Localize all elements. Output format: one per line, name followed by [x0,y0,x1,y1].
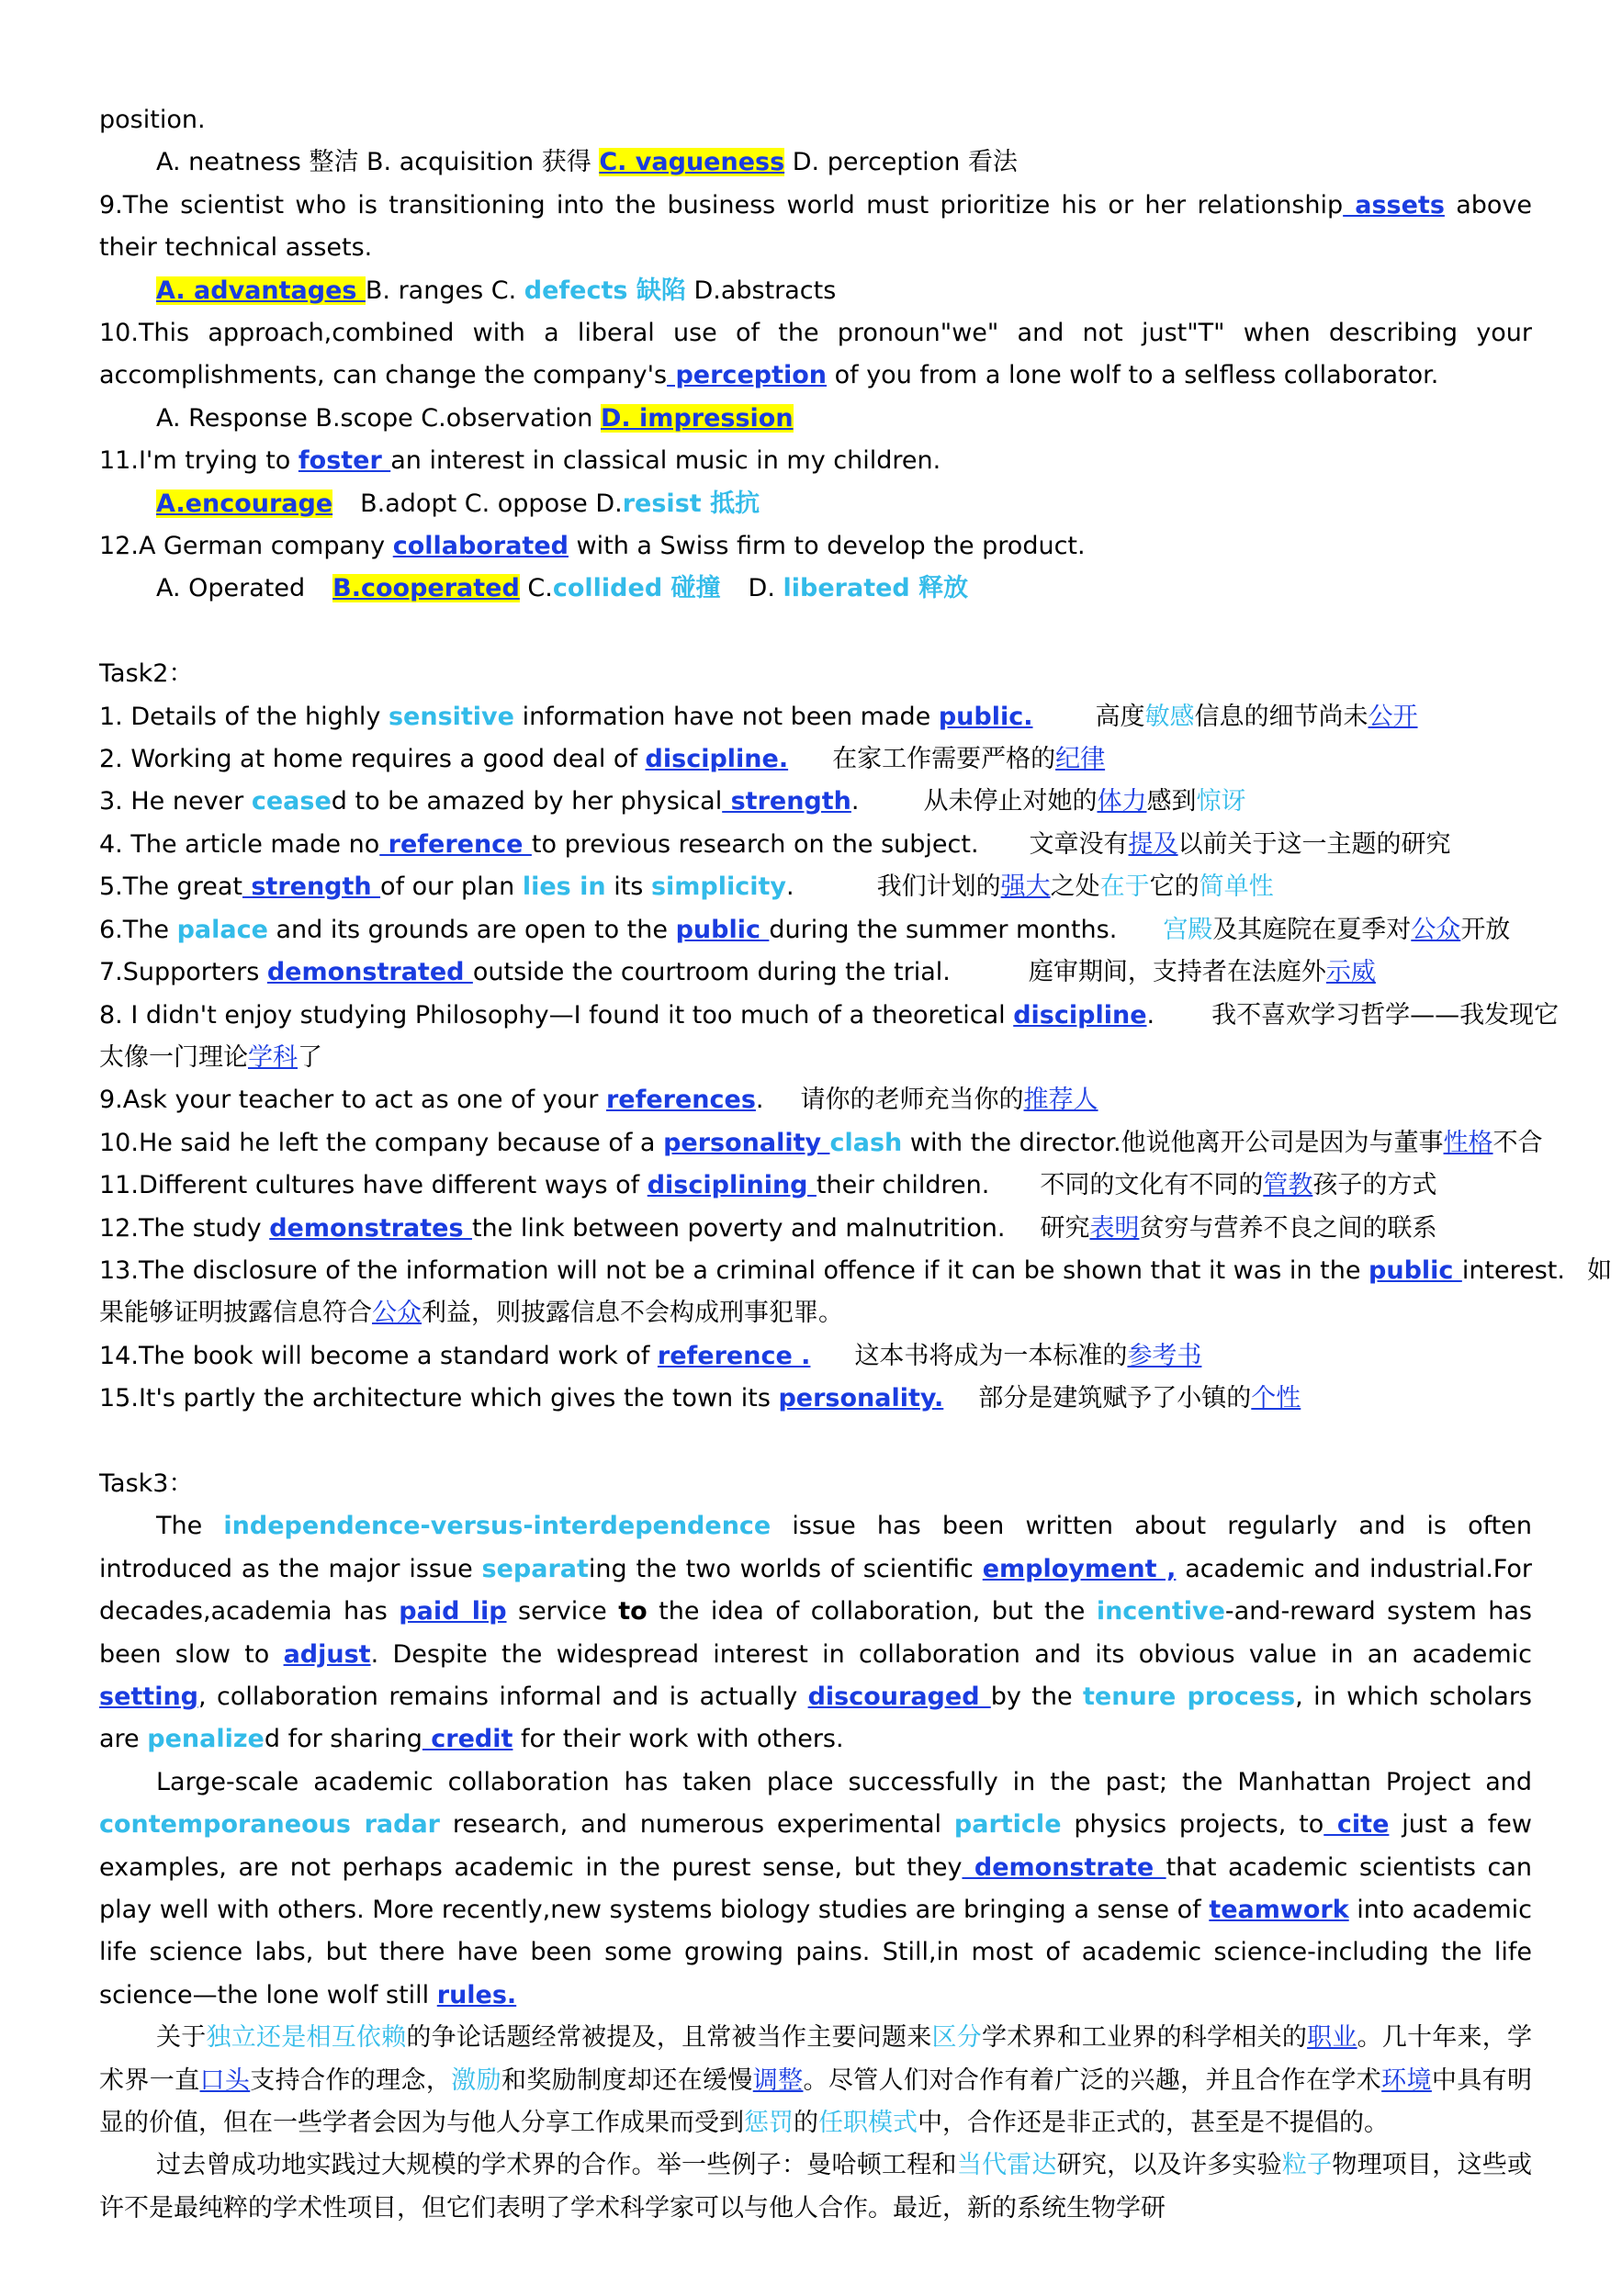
cyan-word: palace [176,915,268,944]
text: 关于 [156,2023,207,2053]
text: 高度 [1095,702,1145,731]
keyword: 调整 [752,2065,804,2095]
cyan-word: contemporaneous radar [99,1810,440,1840]
keyword: foster [298,446,391,476]
text: 11.I'm trying to [99,446,298,476]
text: information have not been made [513,702,939,731]
text: A. Response B.scope C.observation [156,403,601,433]
task2-sentence-4 [99,824,1532,866]
cyan-word: 惩罚 [744,2109,794,2138]
keyword: discouraged [807,1683,991,1711]
keyword: cite [1324,1810,1390,1840]
option-line [99,398,1532,440]
text: 我们计划的 [876,872,1001,902]
text: 庭审期间，支持者在法庭外 [1028,958,1326,987]
text: position. [99,106,206,134]
keyword: disciplining [647,1171,817,1200]
cyan-word: resist 抵抗 [622,489,760,518]
cyan-word: lies in [522,872,606,902]
text: C. [519,574,553,603]
cyan-word: 惊讶 [1196,787,1246,816]
text: its [605,872,651,902]
answer-highlight: A. advantages [156,276,366,305]
text: . [755,1086,764,1115]
question-9 [99,185,1532,270]
text: 不合 [1492,1128,1543,1157]
text: interest. [1461,1255,1565,1285]
cyan-word: 激励 [451,2065,501,2095]
question-11 [99,440,1532,482]
task2-sentence-13 [99,1250,1612,1292]
text: 以前关于这一主题的研究 [1177,829,1451,859]
text: 研究，以及许多实验 [1056,2151,1282,2180]
cyan-word: 在于 [1099,872,1150,902]
text: to previous research on the subject. [531,829,979,859]
text: 请你的老师充当你的 [800,1086,1024,1115]
task3-paragraph-4 [99,2144,1532,2230]
text: 的争论话题经常被提及，且常被当作主要问题来 [406,2023,932,2053]
cyan-word: cease [251,787,332,816]
task3-paragraph-3 [99,2017,1532,2144]
cyan-word: 敏感 [1144,702,1195,731]
keyword: employment , [982,1554,1177,1583]
text: an interest in classical music in my children. [390,446,941,476]
keyword: 管教 [1263,1171,1313,1200]
cyan-word: 任职模式 [818,2109,918,2138]
text: 10.This approach,combined with a liberal use of the pronoun"we" and not just"T" when describing your accomplishments, can change the company's [99,319,1532,390]
text: The [156,1512,224,1541]
keyword: public [675,915,770,944]
keyword: rules. [436,1980,517,2009]
task2-sentence-8 [99,995,1560,1037]
task3-title [99,1463,1532,1505]
keyword: 提及 [1128,829,1178,859]
text: 果能够证明披露信息符合 [99,1299,372,1328]
cyan-word: collided 碰撞 [552,574,721,603]
cyan-word: separat [481,1554,589,1583]
text: 感到 [1146,787,1197,816]
text: 9.Ask your teacher to act as one of your [99,1086,606,1115]
text: ing the two worlds of scientific [588,1554,983,1583]
keyword: demonstrates [269,1213,472,1243]
text: of our plan [380,872,523,902]
keyword: perception [667,361,828,390]
question-10 [99,312,1532,398]
text: 支持合作的理念， [250,2065,452,2095]
text: 这本书将成为一本标准的 [854,1341,1128,1370]
keyword: reference [379,829,532,859]
text: 从未停止对她的 [923,787,1098,816]
keyword: 职业 [1307,2023,1357,2053]
answer-highlight: D. impression [600,403,794,433]
text: Large-scale academic collaboration has taken place successfully in the past; the Manhattan Project and [156,1767,1532,1796]
text: with a Swiss firm to develop the product. [568,532,1086,561]
text: 4. The article made no [99,829,380,859]
task2-title [99,653,1532,695]
keyword: 强大 [1000,872,1051,902]
keyword: 个性 [1251,1384,1301,1413]
text: 部分是建筑赋予了小镇的 [978,1384,1252,1413]
cyan-word: simplicity [650,872,787,902]
text: 研究 [1040,1213,1090,1243]
cyan-word: particle [953,1810,1062,1840]
text: to [618,1597,648,1626]
keyword: 性格 [1443,1128,1493,1157]
text: their children. [816,1171,990,1200]
text-line [99,99,1532,141]
text: above their technical assets. [99,190,1532,263]
keyword: strength [722,787,851,816]
task2-sentence-9 [99,1079,1532,1121]
text: 不同的文化有不同的 [1040,1171,1264,1200]
keyword: 公开 [1368,702,1418,731]
task2-sentence-3 [99,781,1532,823]
text: 10.He said he left the company because of a [99,1128,664,1157]
task2-sentence-10 [99,1122,1543,1165]
keyword: 环境 [1381,2065,1432,2095]
task2-sentence-12 [99,1208,1532,1250]
keyword: 表明 [1089,1213,1140,1243]
keyword: discipline [1013,1000,1147,1030]
text: D. [748,574,783,603]
text: . [786,872,794,902]
text: d for sharing [264,1725,422,1754]
text: D. perception 看法 [784,148,1018,177]
cyan-word: clash [829,1128,903,1157]
keyword: setting [99,1683,198,1711]
keyword: teamwork [1209,1896,1349,1925]
text: 14.The book will become a standard work of [99,1341,658,1370]
text: -and-reward system has been slow to [99,1597,1532,1669]
text: 中具有明显的价值，但在一些学者会因为与他人分享工作成果而受到 [99,2065,1532,2138]
text: during the summer months. [769,915,1118,944]
text: A. Operated [156,574,306,603]
text: . Despite the widespread interest in collaboration and its obvious value in an academic [370,1639,1532,1669]
task3-paragraph-2 [99,1761,1532,2017]
option-line [99,270,1532,312]
text: 孩子的方式 [1312,1171,1437,1200]
text: 2. Working at home requires a good deal of [99,745,646,774]
text: physics projects, to [1061,1810,1324,1840]
keyword: demonstrate [962,1852,1166,1882]
text: into academic life science labs, but there have been some growing pains. Still,in most of academic science-including the life science—the lone wolf still [99,1896,1532,2009]
answer-highlight: B.cooperated [332,574,520,603]
keyword: 参考书 [1127,1341,1202,1370]
keyword: assets [1343,190,1445,219]
cyan-word: penalize [147,1725,265,1754]
cyan-word: defects 缺陷 [524,276,686,305]
keyword: public. [938,702,1033,731]
text: 5.The great [99,872,242,902]
text: 的 [794,2109,818,2138]
keyword: strength [242,872,381,902]
keyword: credit [422,1725,513,1754]
text: A. neatness 整洁 B. acquisition 获得 [156,148,600,177]
keyword: discipline. [645,745,789,774]
answer-highlight: A.encourage [156,489,333,518]
keyword: 公众 [372,1299,422,1328]
keyword: paid lip [399,1597,507,1626]
text: service [506,1597,619,1626]
text: 了 [298,1042,322,1072]
text: with the director.他说他离开公司是因为与董事 [902,1128,1444,1157]
question-12 [99,525,1532,568]
text: the link between poverty and malnutrition. [471,1213,1006,1243]
cyan-word: 粒子 [1281,2151,1333,2180]
heading: Task2： [99,659,194,689]
keyword: demonstrated [266,958,473,987]
text: B.adopt C. oppose D. [360,489,623,518]
keyword: 体力 [1097,787,1147,816]
text: 。尽管人们对合作有着广泛的兴趣，并且合作在学术 [803,2065,1382,2095]
document-page [99,99,1612,2230]
text: academic and industrial.For decades,academia has [99,1554,1532,1626]
answer-highlight: C. vagueness [599,148,785,177]
text: 贫穷与营养不良之间的联系 [1139,1213,1437,1243]
text: D.abstracts [685,276,837,305]
text: 之处 [1050,872,1100,902]
text: 信息的细节尚未 [1194,702,1369,731]
text: 11.Different cultures have different ways of [99,1171,648,1200]
text: 利益，则披露信息不会构成刑事犯罪。 [422,1299,843,1328]
text: 12.The study [99,1213,270,1243]
text: outside the courtroom during the trial. [472,958,951,987]
option-line [99,141,1532,184]
task2-sentence-15 [99,1378,1532,1420]
keyword: 公众 [1411,915,1461,944]
keyword: collaborated [392,532,569,561]
text: 中，合作还是非正式的，甚至是不提倡的。 [918,2109,1389,2138]
text: the idea of collaboration, but the [647,1597,1097,1626]
cyan-word: tenure process [1083,1683,1296,1711]
text: . [850,787,860,816]
option-line [99,483,1532,525]
cyan-word: independence-versus-interdependence [223,1512,772,1541]
keyword: 学科 [248,1042,298,1072]
text: 物理项目，这些或许不是最纯粹的学术性项目，但它们表明了学术科学家可以与他人合作。最近，新的系统生物学研 [99,2151,1533,2223]
text: 7.Supporters [99,958,267,987]
text: 6.The [99,915,177,944]
text: of you from a lone wolf to a selfless collaborator. [827,361,1439,390]
text: B. ranges C. [365,276,524,305]
keyword: references [605,1086,756,1115]
text: 过去曾成功地实践过大规模的学术界的合作。举一些例子：曼哈顿工程和 [156,2151,957,2180]
task2-sentence-1 [99,696,1532,738]
text: d to be amazed by her physical [331,787,723,816]
text: 9.The scientist who is transitioning into the business world must prioritize his or her relationship [99,190,1344,219]
task2-sentence-14 [99,1335,1532,1378]
keyword: 示威 [1325,958,1376,987]
task2-sentence-13-cont [99,1292,1532,1334]
text: by the [990,1683,1083,1711]
option-line [99,568,1532,610]
task2-sentence-2 [99,738,1532,781]
text: 1. Details of the highly [99,702,389,731]
text: and its grounds are open to the [267,915,676,944]
task3-paragraph-1 [99,1505,1532,1761]
task2-sentence-5 [99,866,1532,908]
keyword: personality. [778,1384,944,1413]
text: , in which scholars are [99,1683,1532,1754]
text: 文章没有 [1029,829,1129,859]
cyan-word: 当代雷达 [956,2151,1057,2180]
text: that academic scientists can play well with others. More recently,new systems biology studies are bringing a sense of [99,1852,1533,1925]
text: for their work with others. [513,1725,844,1754]
text: 我不喜欢学习哲学——我发现它 [1211,1000,1560,1030]
keyword: reference . [657,1341,811,1370]
keyword: public [1369,1255,1462,1285]
text: 开放 [1460,915,1511,944]
task2-sentence-7 [99,951,1532,994]
cyan-word: 独立还是相互依赖 [206,2023,407,2053]
text: issue has been written about regularly and is often introduced as the major issue [99,1512,1532,1583]
cyan-word: 区分 [931,2023,982,2053]
heading: Task3： [99,1469,194,1498]
text: 在家工作需要严格的 [832,745,1056,774]
text: 及其庭院在夏季对 [1212,915,1412,944]
text: research, and numerous experimental [439,1810,954,1840]
text: 和奖励制度却还在缓慢 [501,2065,753,2095]
text: , collaboration remains informal and is actually [198,1683,808,1711]
text: 学术界和工业界的科学相关的 [981,2023,1308,2053]
text: 15.It's partly the architecture which gives the town its [99,1384,779,1413]
keyword: personality [663,1128,830,1157]
text: 12.A German company [99,532,393,561]
keyword: 纪律 [1055,745,1106,774]
text: 它的 [1149,872,1200,902]
text: 。几十年来，学术界一直 [99,2023,1533,2095]
cyan-word: incentive [1096,1597,1225,1626]
keyword: 口头 [199,2065,251,2095]
cyan-word: liberated 释放 [783,574,969,603]
text: 13.The disclosure of the information will not be a criminal offence if it can be shown that it was in the [99,1255,1369,1285]
cyan-word: 简单性 [1199,872,1274,902]
text: 8. I didn't enjoy studying Philosophy—I found it too much of a theoretical [99,1000,1014,1030]
keyword: 推荐人 [1023,1086,1098,1115]
text: 3. He never [99,787,252,816]
task2-sentence-11 [99,1165,1532,1207]
task2-sentence-8-cont [99,1037,1532,1079]
text: 太像一门理论 [99,1042,248,1072]
keyword: adjust [283,1639,371,1669]
task2-sentence-6 [99,909,1532,951]
cyan-word: 宫殿 [1163,915,1213,944]
text: . [1146,1000,1155,1030]
text: just a few examples, are not perhaps academic in the purest sense, but they [99,1810,1532,1882]
text: 如 [1586,1255,1612,1285]
cyan-word: sensitive [388,702,514,731]
